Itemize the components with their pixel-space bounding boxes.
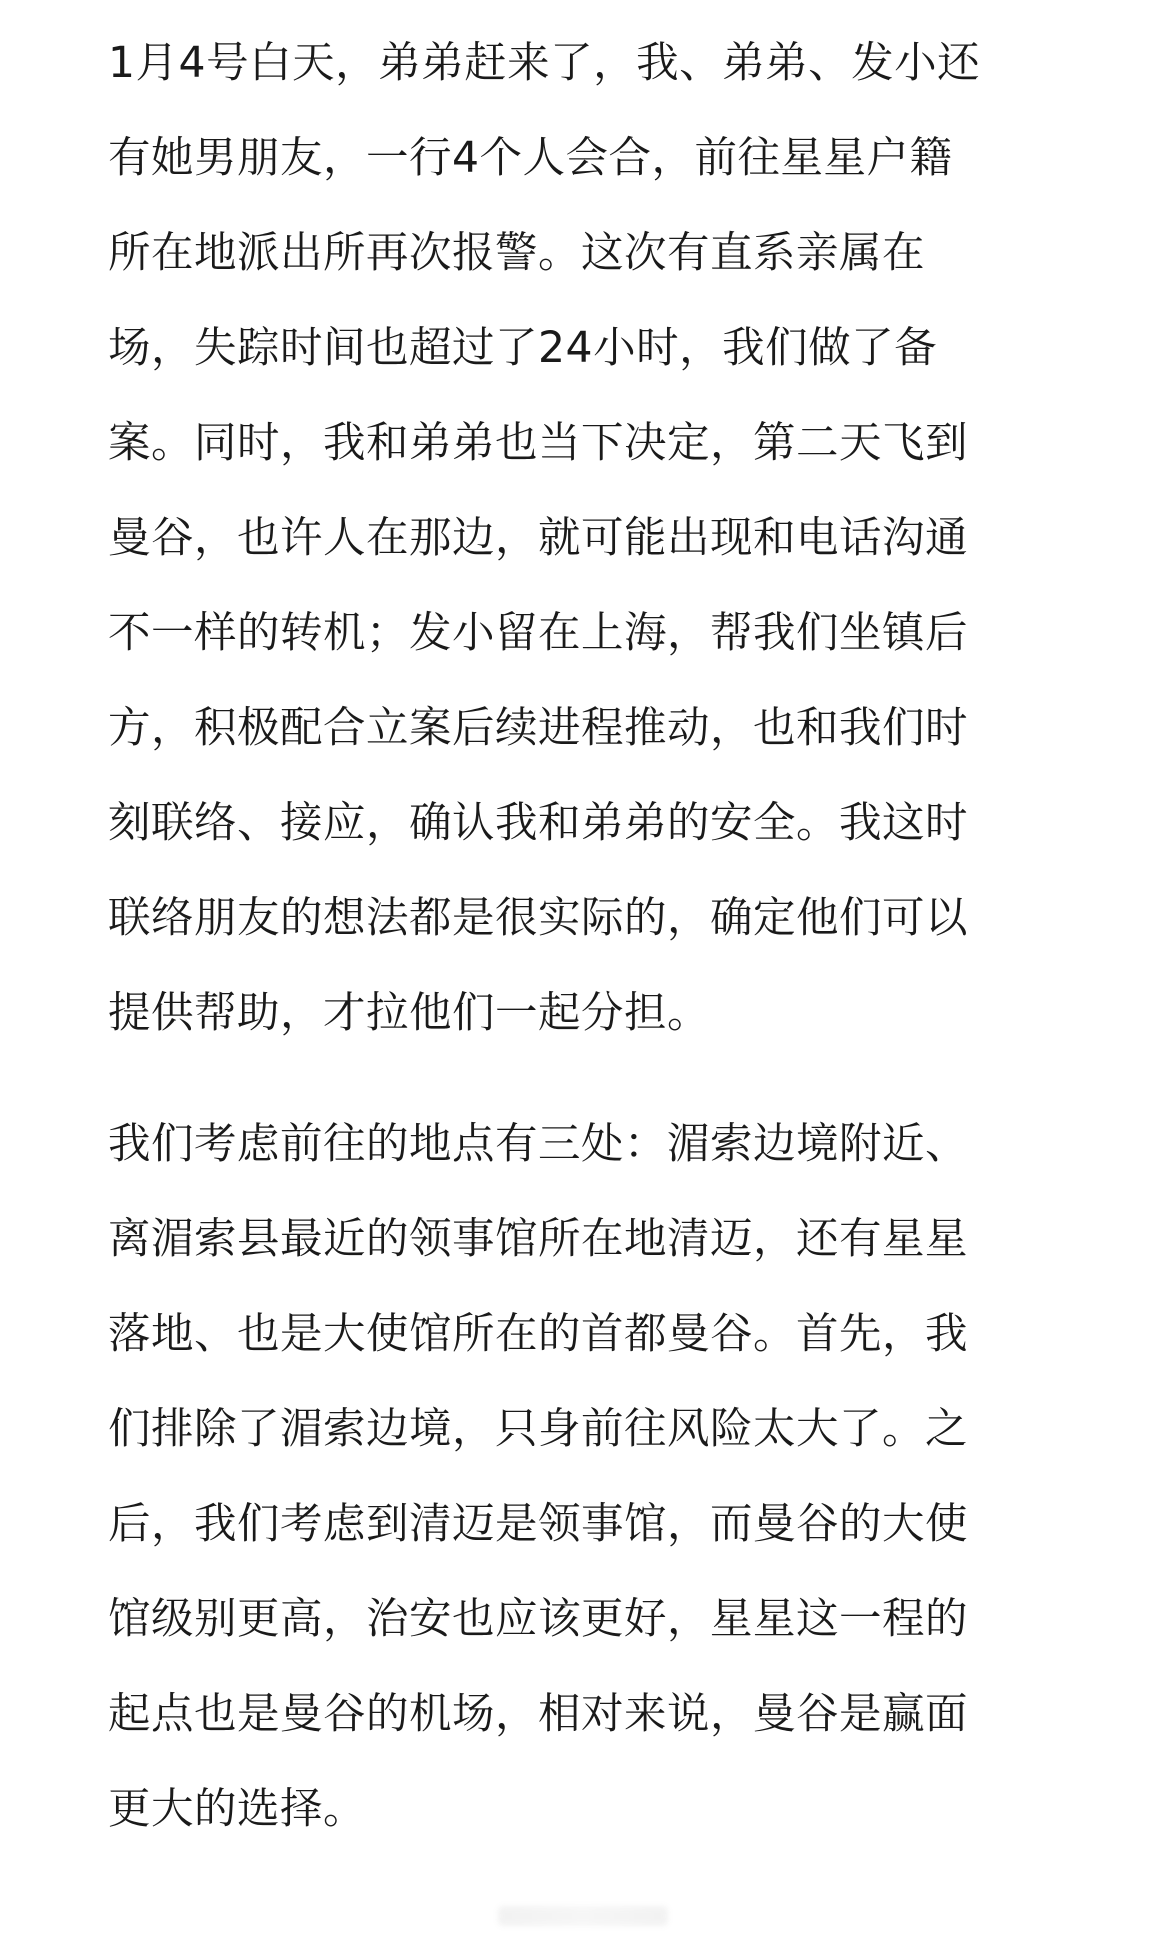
text-line: 我们考虑前往的地点有三处：湄索边境附近、	[108, 1120, 969, 1169]
text-line: 刻联络、接应，确认我和弟弟的安全。我这时	[108, 799, 969, 848]
text-line: 们排除了湄索边境，只身前往风险太大了。之	[108, 1405, 969, 1454]
text-line: 后，我们考虑到清迈是领事馆，而曼谷的大使	[108, 1500, 969, 1549]
watermark	[498, 1906, 668, 1926]
paragraph-1	[108, 16, 1068, 1061]
text-line: 馆级别更高，治安也应该更好，星星这一程的	[108, 1595, 969, 1644]
text-line: 案。同时，我和弟弟也当下决定，第二天飞到	[108, 419, 969, 468]
text-line: 所在地派出所再次报警。这次有直系亲属在	[108, 229, 926, 278]
text-line: 离湄索县最近的领事馆所在地清迈，还有星星	[108, 1215, 969, 1264]
text-line: 不一样的转机；发小留在上海，帮我们坐镇后	[108, 609, 969, 658]
text-line: 联络朋友的想法都是很实际的，确定他们可以	[108, 894, 969, 943]
text-line: 方，积极配合立案后续进程推动，也和我们时	[108, 704, 969, 753]
text-line: 有她男朋友，一行4个人会合，前往星星户籍	[108, 134, 953, 183]
text-line: 曼谷，也许人在那边，就可能出现和电话沟通	[108, 514, 969, 563]
text-line: 场，失踪时间也超过了24小时，我们做了备	[108, 324, 938, 373]
text-line: 起点也是曼谷的机场，相对来说，曼谷是赢面	[108, 1690, 969, 1739]
text-line: 提供帮助，才拉他们一起分担。	[108, 989, 711, 1038]
text-line: 1月4号白天，弟弟赶来了，我、弟弟、发小还	[108, 39, 981, 88]
text-line: 落地、也是大使馆所在的首都曼谷。首先，我	[108, 1310, 969, 1359]
paragraph-2	[108, 1097, 1068, 1857]
text-line: 更大的选择。	[108, 1785, 367, 1834]
